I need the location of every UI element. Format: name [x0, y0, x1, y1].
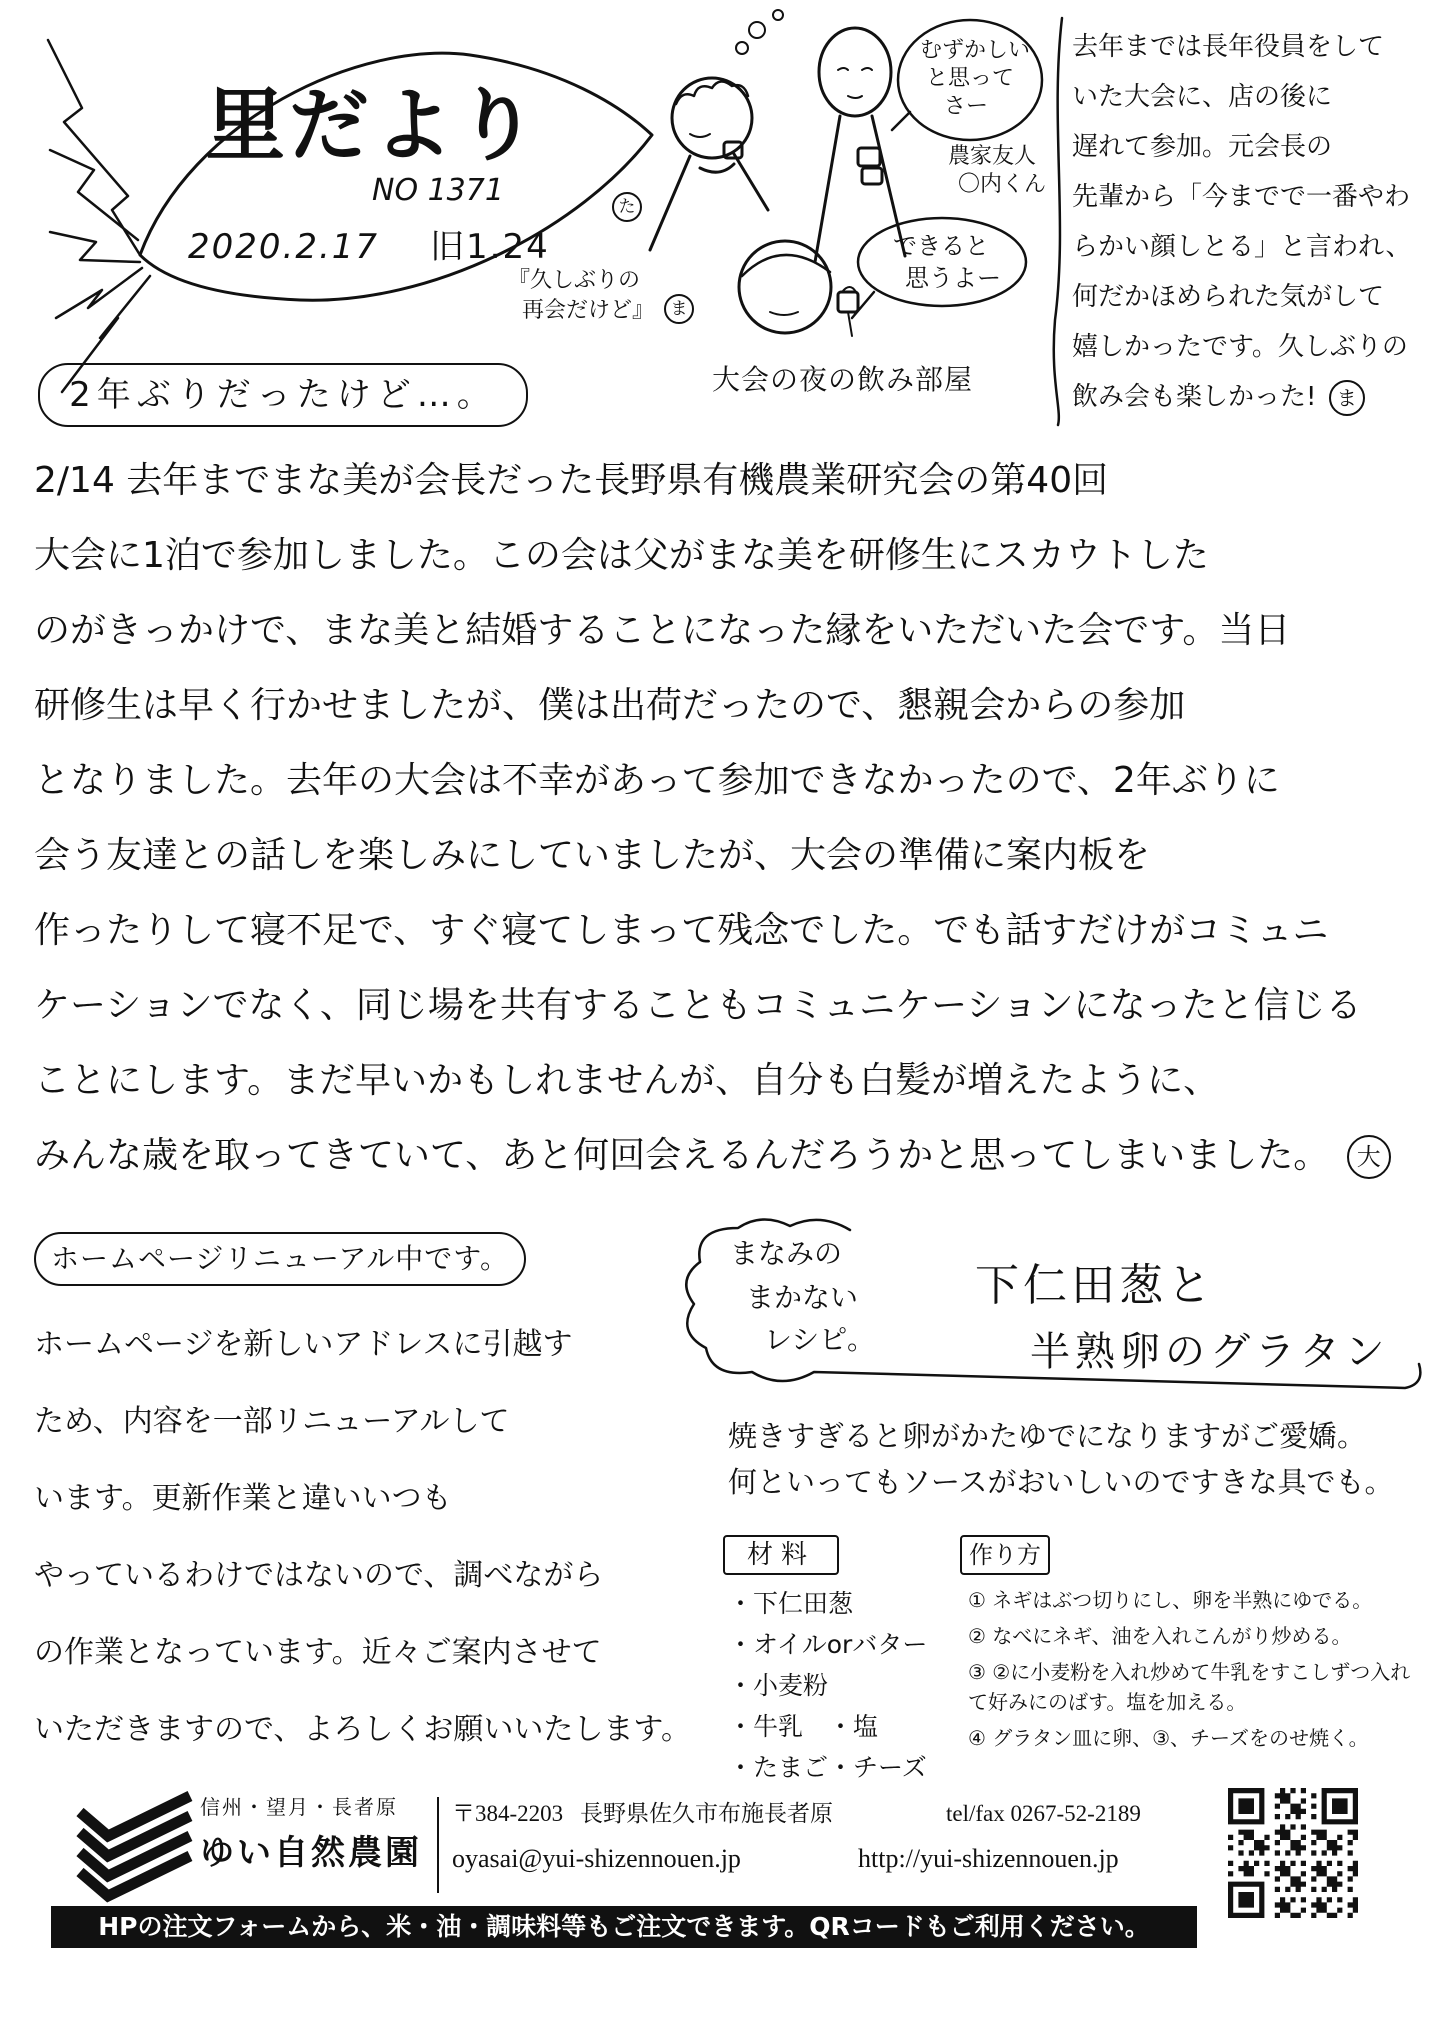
illustration-caption: 大会の夜の飲み部屋 [712, 363, 974, 396]
recipe-title-line: 半熟卵のグラタン [1030, 1329, 1390, 1375]
manami-figure [739, 241, 858, 336]
article1-line [34, 1118, 1424, 1193]
side-note-bracket [1054, 18, 1062, 425]
article1-body [34, 443, 1424, 1193]
farm-region: 信州・望月・長者原 [200, 1795, 398, 1819]
step-item: ④ グラタン皿に卵、③、チーズをのせ焼く。 [968, 1726, 1369, 1750]
article1-line: のがきっかけで、まな美と結婚することになった縁をいただいた会です。当日 [34, 610, 1291, 651]
friend-label: 農家友人 [948, 144, 1037, 169]
article1-heading: 2年ぶりだったけど…。 [38, 363, 528, 427]
issue-number: NO 1371 [372, 173, 504, 208]
ingredients-label: 材料 [723, 1535, 839, 1575]
article1-line: ことにします。まだ早いかもしれませんが、自分も白髪が増えたように、 [34, 1060, 1220, 1101]
article2-line: いただきますので、よろしくお願いいたします。 [34, 1712, 691, 1747]
article2-body [34, 1306, 714, 1768]
quote-line: 『久しぶりの [508, 268, 641, 293]
sleeper-signature: た [612, 192, 642, 222]
side-note-line [1072, 372, 1427, 422]
recipe-note: 焼きすぎると卵がかたゆでになりますがご愛嬌。 [728, 1419, 1367, 1453]
article1-line: 作ったりして寝不足で、すぐ寝てしまって残念でした。でも話すだけがコミュニ [34, 910, 1329, 951]
side-note-signature: ま [1329, 380, 1365, 416]
article2-line: ホームページを新しいアドレスに引越す [34, 1327, 573, 1362]
side-note-line: 嬉しかったです。久しぶりの [1072, 332, 1408, 362]
newsletter-title: 里だより [205, 79, 541, 172]
farm-logo-icon [80, 1796, 190, 1896]
article2-line: の作業となっています。近々ご案内させて [34, 1635, 602, 1670]
friend-bubble-line: むずかしい [920, 38, 1031, 63]
article2-line: います。更新作業と違いいつも [34, 1481, 452, 1516]
article1-line-text: みんな歳を取ってきていて、あと何回会えるんだろうかと思ってしまいました。 [34, 1135, 1330, 1176]
email-address: oyasai@yui-shizennouen.jp [452, 1844, 741, 1873]
speech-bubble-friend-tail [892, 112, 910, 130]
issue-date: 2020.2.17 [188, 227, 380, 267]
recipe-note: 何といってもソースがおいしいのですきな具でも。 [728, 1465, 1394, 1499]
steps-label: 作り方 [960, 1535, 1050, 1575]
recipe-label-line: まなみの [730, 1237, 843, 1270]
tel-fax: tel/fax 0267-52-2189 [946, 1801, 1141, 1826]
steps-list [968, 1585, 1423, 1759]
side-note-line: 先輩から「今までで一番やわ [1072, 182, 1411, 212]
quote-line: 再会だけど』 [522, 298, 655, 323]
article1-line: ケーションでなく、同じ場を共有することもコミュニケーションになったと信じる [34, 985, 1362, 1026]
friend-bubble-line: と思って [926, 66, 1015, 91]
recipe-label-line: レシピ。 [764, 1323, 876, 1356]
ingredient-item: ・たまご・チーズ [728, 1753, 927, 1782]
speech-bubble-manami-tail [852, 292, 874, 318]
recipe-label-line: まかない [746, 1281, 859, 1314]
farm-name: ゆい自然農園 [200, 1833, 422, 1873]
side-note-line-text: 飲み会も楽しかった! [1072, 382, 1317, 412]
sleeping-figure [650, 78, 768, 250]
article1-line: となりました。去年の大会は不幸があって参加できなかったので、2年ぶりに [34, 760, 1280, 801]
leaf-stem-lines [48, 40, 150, 392]
ingredient-item: ・牛乳 ・塩 [728, 1712, 879, 1741]
qr-code-icon [1224, 1784, 1362, 1922]
side-note-line: らかい顔しとる」と言われ、 [1072, 232, 1412, 262]
quote-signature: ま [664, 294, 694, 324]
lunar-date: 旧1.24 [430, 227, 550, 267]
friend-bubble-line: さー [944, 94, 989, 119]
address: 長野県佐久市布施長者原 [580, 1801, 833, 1826]
manami-bubble-line: できると [893, 232, 989, 260]
article2-line: やっているわけではないので、調べながら [34, 1558, 604, 1593]
step-item: ② なべにネギ、油を入れこんがり炒める。 [968, 1624, 1352, 1648]
footer-divider [437, 1797, 439, 1893]
order-banner: HPの注文フォームから、米・油・調味料等もご注文できます。QRコードもご利用ください。 [51, 1906, 1197, 1948]
manami-bubble-line: 思うよー [905, 264, 1001, 292]
ingredient-item: ・オイルorバター [728, 1630, 928, 1659]
article1-line: 研修生は早く行かせましたが、僕は出荷だったので、懇親会からの参加 [34, 685, 1186, 726]
article1-line: 大会に1泊で参加しました。この会は父がまな美を研修生にスカウトした [34, 535, 1209, 576]
article2-heading: ホームページリニューアル中です。 [34, 1232, 526, 1286]
step-item: ③ ②に小麦粉を入れ炒めて牛乳をすこしずつ入れて好みにのばす。塩を加える。 [968, 1660, 1411, 1714]
side-note-line: 去年までは長年役員をして [1072, 32, 1385, 62]
ingredients-list [728, 1583, 927, 1788]
friend-label: 〇内くん [958, 172, 1047, 197]
step-item: ① ネギはぶつ切りにし、卵を半熟にゆでる。 [968, 1588, 1373, 1612]
side-note [1072, 22, 1427, 422]
side-note-line: いた大会に、店の後に [1072, 82, 1333, 112]
side-note-line: 遅れて参加。元会長の [1072, 132, 1333, 162]
side-note-line: 何だかほめられた気がして [1072, 282, 1385, 312]
dream-bubbles [736, 10, 783, 54]
postal-code: 〒384-2203 [452, 1801, 564, 1826]
ingredient-item: ・下仁田葱 [728, 1589, 854, 1618]
article2-line: ため、内容を一部リニューアルして [34, 1404, 510, 1439]
article1-line: 2/14 去年までまな美が会長だった長野県有機農業研究会の第40回 [34, 460, 1109, 501]
recipe-title-line: 下仁田葱と [975, 1260, 1215, 1311]
ingredient-item: ・小麦粉 [728, 1671, 829, 1700]
website-url: http://yui-shizennouen.jp [858, 1844, 1119, 1873]
article1-signature: 大 [1347, 1135, 1391, 1179]
article1-line: 会う友達との話しを楽しみにしていましたが、大会の準備に案内板を [34, 835, 1151, 876]
